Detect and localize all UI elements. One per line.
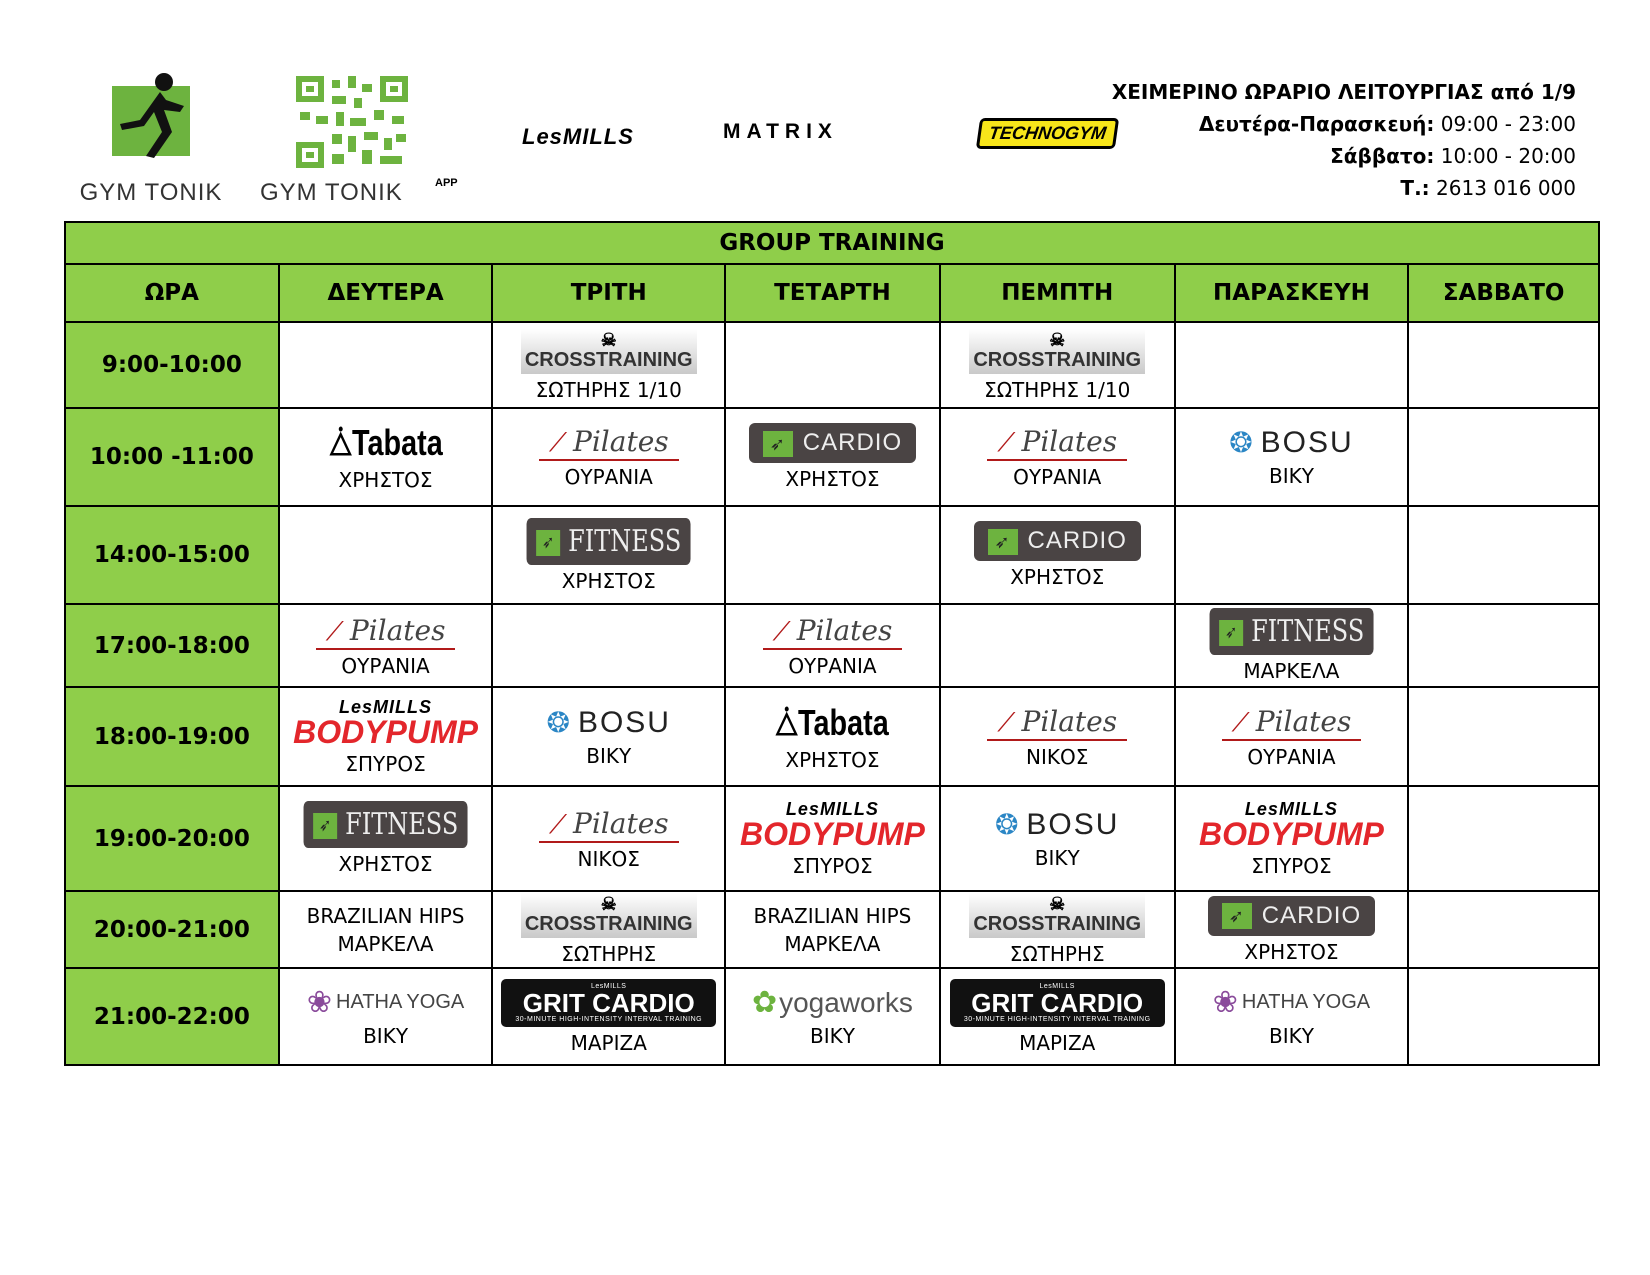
runner-icon: ➶ — [1219, 620, 1243, 646]
class-cell — [725, 968, 940, 1065]
class-cell — [725, 408, 940, 506]
pilates-logo: ⟋ Pilates — [987, 425, 1127, 461]
class-cell — [725, 604, 940, 687]
brazilian-hips-class: BRAZILIAN HIPS — [306, 903, 465, 928]
instructor: ΟΥΡΑΝΙΑ — [1013, 465, 1102, 489]
day-header: ΩΡΑ — [65, 264, 279, 322]
empty-cell — [1175, 322, 1409, 408]
day-header: ΔΕΥΤΕΡΑ — [279, 264, 493, 322]
day-header: ΠΑΡΑΣΚΕΥΗ — [1175, 264, 1409, 322]
day-header: ΠΕΜΠΤΗ — [940, 264, 1175, 322]
instructor: ΣΩΤΗΡΗΣ — [561, 942, 657, 966]
schedule-title-row — [65, 222, 1599, 264]
qr-code-block[interactable] — [260, 72, 460, 207]
time-slot: 18:00-19:00 — [65, 687, 279, 786]
tabata-icon: ⧊ — [328, 426, 352, 462]
class-cell — [279, 687, 493, 786]
class-cell — [940, 891, 1175, 968]
hours-phone: Τ.: 2613 016 000 — [1400, 176, 1576, 200]
instructor: ΜΑΡΚΕΛΑ — [1243, 659, 1340, 683]
time-slot: 9:00-10:00 — [65, 322, 279, 408]
instructor: ΜΑΡΚΕΛΑ — [784, 931, 881, 956]
skull-icon: ☠ — [600, 329, 617, 350]
bosu-icon: ❂ — [994, 808, 1021, 840]
class-cell — [492, 687, 725, 786]
empty-cell — [1175, 506, 1409, 604]
class-cell — [940, 408, 1175, 506]
instructor: ΧΡΗΣΤΟΣ — [561, 568, 656, 593]
app-tag: APP — [435, 177, 458, 189]
opening-hours — [1112, 76, 1576, 204]
time-slot: 14:00-15:00 — [65, 506, 279, 604]
bosu-logo: ❂ BOSU — [546, 705, 671, 739]
hours-title: ΧΕΙΜΕΡΙΝΟ ΩΡΑΡΙΟ ΛΕΙΤΟΥΡΓΙΑΣ από 1/9 — [1111, 80, 1576, 104]
time-slot: 19:00-20:00 — [65, 786, 279, 891]
instructor: ΒΙΚΥ — [1268, 1024, 1314, 1048]
technogym-logo: TECHNOGYM — [976, 118, 1119, 149]
hours-weekday: Δευτέρα-Παρασκευή: 09:00 - 23:00 — [1198, 112, 1576, 136]
instructor: ΣΠΥΡΟΣ — [792, 853, 873, 878]
hatha-yoga-logo: ❀ HATHA YOGA — [306, 986, 465, 1019]
tabata-logo: ⧊Tabata — [775, 701, 890, 743]
class-cell — [940, 786, 1175, 891]
runner-icon: ➶ — [763, 431, 793, 457]
empty-cell — [725, 506, 940, 604]
day-header: ΤΕΤΑΡΤΗ — [725, 264, 940, 322]
fitness-logo: ➶ FITNESS — [527, 518, 691, 565]
crosstraining-logo: ☠ CROSSTRAINING — [969, 329, 1145, 374]
time-slot: 20:00-21:00 — [65, 891, 279, 968]
empty-cell — [725, 322, 940, 408]
group-training-schedule — [64, 221, 1600, 1066]
cardio-logo: ➶ CARDIO — [1208, 896, 1375, 936]
instructor: ΣΩΤΗΡΗΣ 1/10 — [535, 377, 682, 402]
bosu-icon: ❂ — [546, 706, 572, 738]
instructor: ΝΙΚΟΣ — [577, 846, 640, 871]
instructor: ΣΠΥΡΟΣ — [1251, 853, 1332, 878]
pilates-figure-icon: ⟋ — [997, 428, 1016, 458]
gym-tonik-logo — [66, 72, 236, 207]
cardio-logo: ➶ CARDIO — [974, 521, 1141, 561]
tabata-icon: ⧊ — [775, 705, 799, 742]
empty-cell — [1408, 687, 1599, 786]
instructor: ΜΑΡΙΖΑ — [1019, 1030, 1096, 1055]
instructor: ΜΑΡΚΕΛΑ — [337, 931, 434, 956]
time-slot: 10:00 -11:00 — [65, 408, 279, 506]
instructor: ΣΩΤΗΡΗΣ 1/10 — [984, 377, 1131, 402]
page-header — [0, 0, 1650, 215]
pilates-figure-icon: ⟋ — [548, 428, 568, 458]
runner-logo-icon — [106, 72, 196, 162]
class-cell — [1175, 786, 1409, 891]
schedule-day-row — [65, 264, 1599, 322]
skull-icon: ☠ — [1049, 894, 1066, 914]
pilates-logo: ⟋ Pilates — [1222, 705, 1362, 741]
runner-icon: ➶ — [536, 530, 560, 556]
instructor: ΧΡΗΣΤΟΣ — [338, 852, 433, 876]
table-row — [65, 408, 1599, 506]
instructor: ΟΥΡΑΝΙΑ — [788, 653, 877, 678]
time-slot: 17:00-18:00 — [65, 604, 279, 687]
class-cell — [492, 968, 725, 1065]
table-row — [65, 604, 1599, 687]
class-cell — [279, 968, 493, 1065]
matrix-logo: MATRIX — [723, 120, 838, 143]
fitness-logo: ➶ FITNESS — [303, 801, 467, 848]
class-cell — [725, 786, 940, 891]
day-header: ΤΡΙΤΗ — [492, 264, 725, 322]
instructor: ΒΙΚΥ — [809, 1024, 855, 1048]
table-row — [65, 506, 1599, 604]
instructor: ΧΡΗΣΤΟΣ — [785, 747, 880, 772]
tabata-logo: ⧊Tabata — [328, 422, 443, 463]
pilates-figure-icon: ⟋ — [325, 616, 344, 647]
bodypump-logo: LesMILLS BODYPUMP — [293, 696, 478, 750]
pilates-logo: ⟋ Pilates — [539, 807, 679, 843]
runner-icon: ➶ — [313, 813, 337, 839]
empty-cell — [492, 604, 725, 687]
instructor: ΧΡΗΣΤΟΣ — [1244, 939, 1339, 964]
instructor: ΣΠΥΡΟΣ — [345, 751, 426, 776]
class-cell — [940, 506, 1175, 604]
class-cell — [279, 786, 493, 891]
class-cell — [279, 408, 493, 506]
hatha-yoga-logo: ❀ HATHA YOGA — [1212, 986, 1371, 1019]
instructor: ΧΡΗΣΤΟΣ — [1010, 565, 1105, 589]
class-cell — [492, 891, 725, 968]
empty-cell — [279, 322, 493, 408]
instructor: ΒΙΚΥ — [363, 1024, 409, 1048]
class-cell — [279, 891, 493, 968]
class-cell — [1175, 968, 1409, 1065]
grit-cardio-logo: LesMILLS GRIT CARDIO 30-MINUTE HIGH-INTENSITY INTERVAL TRAINING — [501, 979, 716, 1027]
gym-logo-caption: GYM TONIK — [79, 179, 223, 206]
lotus-icon: ❀ — [306, 986, 333, 1019]
pilates-figure-icon: ⟋ — [997, 707, 1016, 738]
class-cell — [1175, 408, 1409, 506]
class-cell — [940, 322, 1175, 408]
runner-icon: ➶ — [988, 529, 1018, 555]
instructor: ΟΥΡΑΝΙΑ — [1247, 744, 1336, 769]
class-cell — [725, 687, 940, 786]
schedule-title: GROUP TRAINING — [65, 222, 1599, 264]
empty-cell — [1408, 408, 1599, 506]
pilates-figure-icon: ⟋ — [548, 809, 568, 840]
pilates-logo: ⟋ Pilates — [987, 705, 1127, 741]
class-cell — [492, 786, 725, 891]
class-cell — [940, 687, 1175, 786]
table-row — [65, 891, 1599, 968]
lesmills-logo: LesMILLS — [522, 124, 634, 149]
crosstraining-logo: ☠ CROSSTRAINING — [521, 893, 697, 938]
instructor: ΒΙΚΥ — [1034, 845, 1080, 870]
instructor: ΝΙΚΟΣ — [1026, 744, 1089, 769]
yogaworks-logo: ✿yogaworks — [751, 986, 913, 1019]
instructor: ΒΙΚΥ — [586, 743, 632, 768]
empty-cell — [1408, 322, 1599, 408]
class-cell — [492, 322, 725, 408]
skull-icon: ☠ — [600, 894, 617, 914]
instructor: ΧΡΗΣΤΟΣ — [338, 468, 433, 492]
pilates-logo: ⟋ Pilates — [316, 614, 456, 650]
table-row — [65, 687, 1599, 786]
bodypump-logo: LesMILLS BODYPUMP — [739, 798, 925, 852]
fitness-logo: ➶ FITNESS — [1209, 608, 1373, 655]
skull-icon: ☠ — [1049, 329, 1066, 350]
lotus-icon: ❀ — [1212, 986, 1238, 1019]
cardio-logo: ➶ CARDIO — [749, 423, 916, 463]
qr-code-icon — [296, 76, 408, 168]
class-cell — [279, 604, 493, 687]
class-cell — [940, 968, 1175, 1065]
class-cell — [492, 506, 725, 604]
pilates-logo: ⟋ Pilates — [539, 425, 679, 461]
instructor: ΟΥΡΑΝΙΑ — [564, 465, 653, 489]
day-header: ΣΑΒΒΑΤΟ — [1408, 264, 1599, 322]
pilates-figure-icon: ⟋ — [772, 616, 791, 647]
crosstraining-logo: ☠ CROSSTRAINING — [521, 329, 697, 374]
bosu-logo: ❂ BOSU — [1229, 426, 1354, 459]
grit-cardio-logo: LesMILLS GRIT CARDIO 30-MINUTE HIGH-INTENSITY INTERVAL TRAINING — [950, 979, 1165, 1027]
instructor: ΜΑΡΙΖΑ — [570, 1030, 647, 1055]
instructor: ΒΙΚΥ — [1268, 464, 1314, 488]
instructor: ΟΥΡΑΝΙΑ — [341, 653, 430, 678]
table-row — [65, 786, 1599, 891]
pilates-figure-icon: ⟋ — [1231, 707, 1250, 738]
class-cell — [725, 891, 940, 968]
table-row — [65, 322, 1599, 408]
instructor: ΧΡΗΣΤΟΣ — [785, 467, 880, 491]
bosu-logo: ❂ BOSU — [994, 807, 1120, 841]
empty-cell — [279, 506, 493, 604]
time-slot: 21:00-22:00 — [65, 968, 279, 1065]
pilates-logo: ⟋ Pilates — [763, 614, 903, 650]
empty-cell — [1408, 604, 1599, 687]
class-cell — [1175, 604, 1409, 687]
bodypump-logo: LesMILLS BODYPUMP — [1198, 798, 1384, 852]
runner-icon: ➶ — [1222, 903, 1252, 929]
empty-cell — [1408, 968, 1599, 1065]
table-row — [65, 968, 1599, 1065]
empty-cell — [940, 604, 1175, 687]
brazilian-hips-class: BRAZILIAN HIPS — [753, 903, 912, 928]
empty-cell — [1408, 506, 1599, 604]
bosu-icon: ❂ — [1229, 427, 1255, 458]
class-cell — [492, 408, 725, 506]
crosstraining-logo: ☠ CROSSTRAINING — [969, 893, 1145, 938]
instructor: ΣΩΤΗΡΗΣ — [1009, 942, 1105, 966]
hours-saturday: Σάββατο: 10:00 - 20:00 — [1330, 144, 1576, 168]
class-cell — [1175, 687, 1409, 786]
class-cell — [1175, 891, 1409, 968]
empty-cell — [1408, 786, 1599, 891]
flower-icon: ✿ — [751, 986, 778, 1019]
empty-cell — [1408, 891, 1599, 968]
qr-caption: GYM TONIK — [260, 179, 403, 206]
